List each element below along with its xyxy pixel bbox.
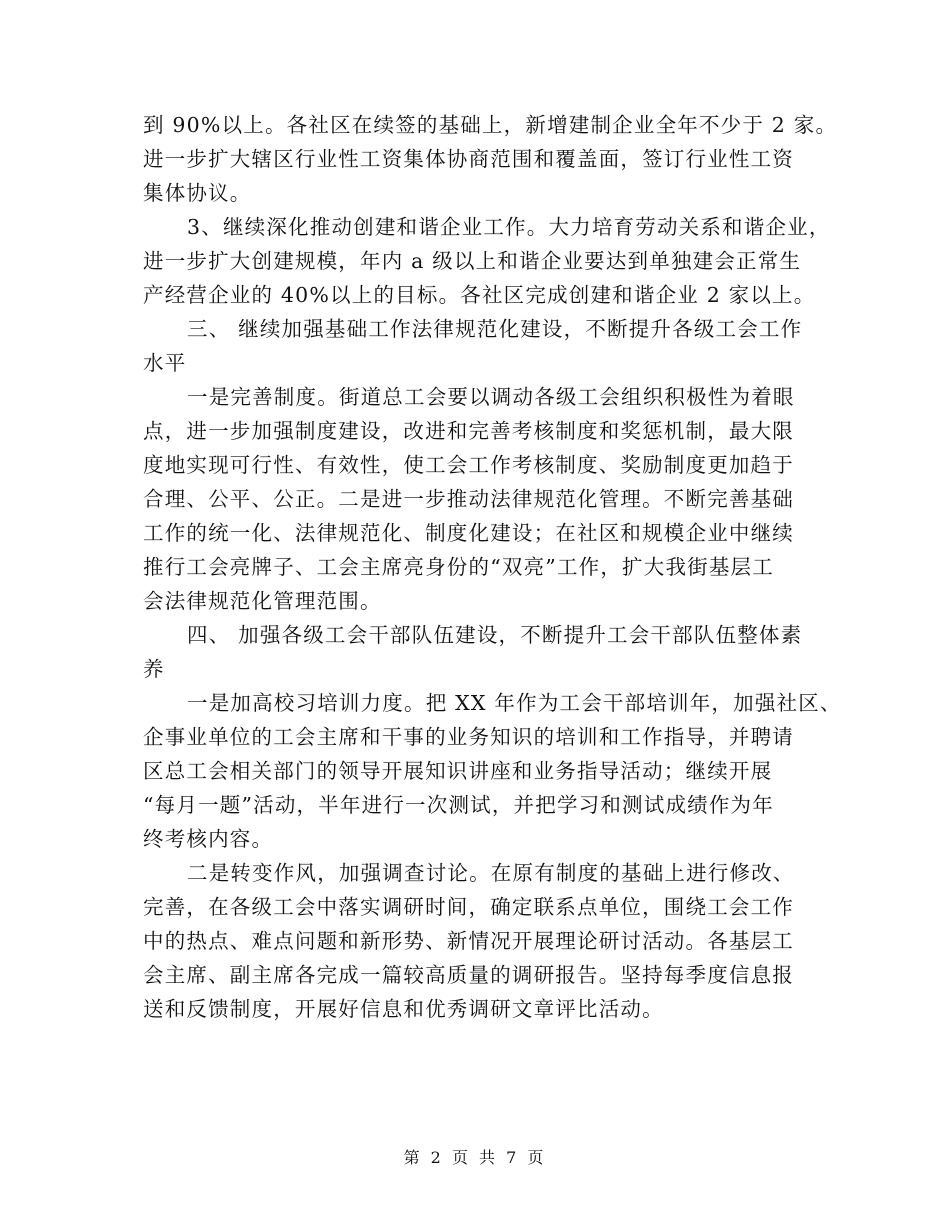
text-line: 中的热点、难点问题和新形势、新情况开展理论研讨活动。各基层工 <box>143 929 794 953</box>
text-line: 送和反馈制度，开展好信息和优秀调研文章评比活动。 <box>143 997 664 1021</box>
text-line: 工作的统一化、法律规范化、制度化建设；在社区和规模企业中继续 <box>143 521 794 545</box>
text-line: 完善，在各级工会中落实调研时间，确定联系点单位，围绕工会工作 <box>143 895 794 919</box>
text-line: 企事业单位的工会主席和干事的业务知识的培训和工作指导，并聘请 <box>143 725 794 749</box>
text-line: 进一步扩大创建规模，年内 a 级以上和谐企业要达到单独建会正常生 <box>143 249 802 273</box>
text-line: 会主席、副主席各完成一篇较高质量的调研报告。坚持每季度信息报 <box>143 963 794 987</box>
text-line: 区总工会相关部门的领导开展知识讲座和业务指导活动；继续开展 <box>143 759 773 783</box>
text-line: 三、 继续加强基础工作法律规范化建设，不断提升各级工会工作 <box>187 317 803 341</box>
text-line: 养 <box>143 657 165 681</box>
document-body <box>143 108 842 1026</box>
text-line: 到 90%以上。各社区在续签的基础上，新增建制企业全年不少于 2 家。 <box>143 113 838 137</box>
text-line: 一是完善制度。街道总工会要以调动各级工会组织积极性为着眼 <box>187 385 795 409</box>
page-number-footer: 第 2 页 共 7 页 <box>403 1148 547 1167</box>
text-line: 集体协议。 <box>143 181 252 205</box>
text-line: 水平 <box>143 351 187 375</box>
text-line: 推行工会亮牌子、工会主席亮身份的“双亮”工作，扩大我街基层工 <box>143 555 774 579</box>
text-line: 终考核内容。 <box>143 827 274 851</box>
text-line: 一是加高校习培训力度。把 XX 年作为工会干部培训年，加强社区、 <box>187 691 842 715</box>
text-line: 会法律规范化管理范围。 <box>143 589 382 613</box>
text-line: 四、 加强各级工会干部队伍建设，不断提升工会干部队伍整体素 <box>187 623 803 647</box>
text-line: 合理、公平、公正。二是进一步推动法律规范化管理。不断完善基础 <box>143 487 794 511</box>
text-line: 二是转变作风，加强调查讨论。在原有制度的基础上进行修改、 <box>187 861 795 885</box>
text-line: 点，进一步加强制度建设，改进和完善考核制度和奖惩机制，最大限 <box>143 419 794 443</box>
text-line: 进一步扩大辖区行业性工资集体协商范围和覆盖面，签订行业性工资 <box>143 147 794 171</box>
text-line: 度地实现可行性、有效性，使工会工作考核制度、奖励制度更加趋于 <box>143 453 794 477</box>
text-line: 产经营企业的 40%以上的目标。各社区完成创建和谐企业 2 家以上。 <box>143 283 816 307</box>
text-line: “每月一题”活动，半年进行一次测试，并把学习和测试成绩作为年 <box>143 793 774 817</box>
text-line: 3、继续深化推动创建和谐企业工作。大力培育劳动关系和谐企业， <box>187 215 831 239</box>
